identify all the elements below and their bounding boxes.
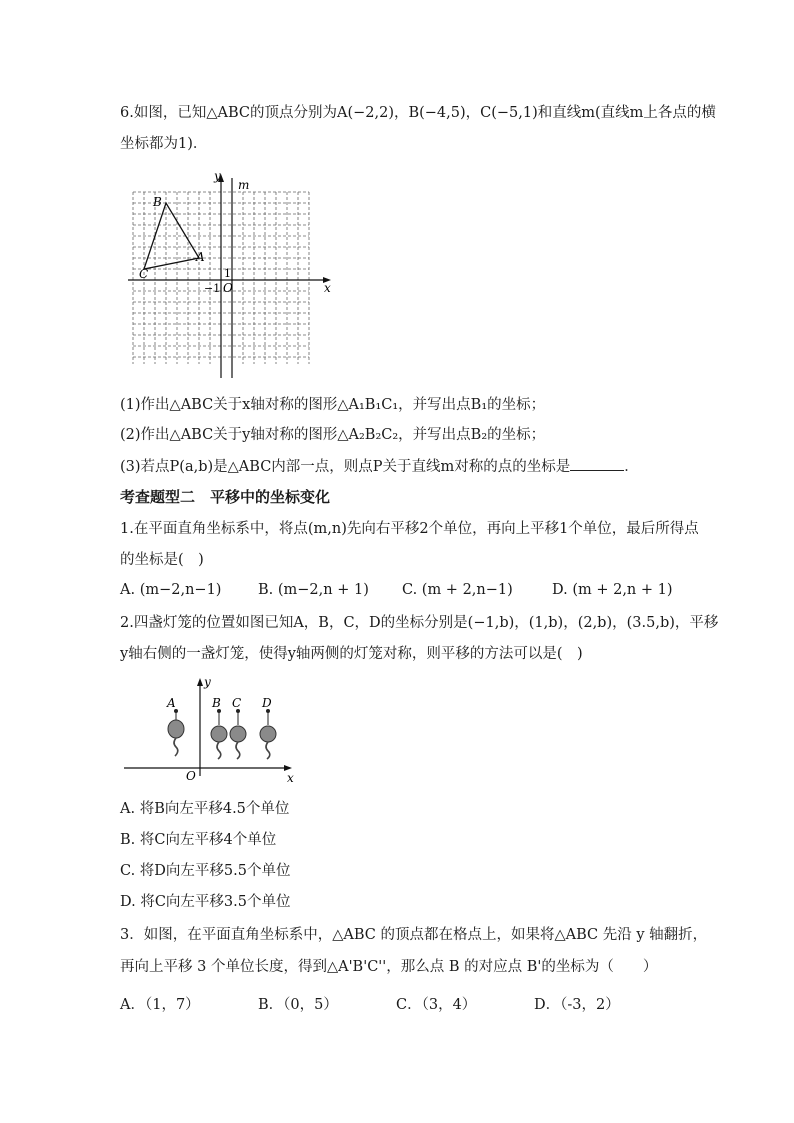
q3-choices — [120, 993, 680, 1011]
origin-label: O — [223, 281, 233, 295]
q6-line2: 坐标都为1)． — [120, 136, 208, 152]
lantern-label-d: D — [262, 696, 272, 710]
q3-choice-d[interactable]: D．（-3，2） — [534, 997, 620, 1013]
q2-line1: 2.四盏灯笼的位置如图已知A，B，C，D的坐标分别是(−1,b)，(1,b)，(2,b)，(3.5,b)，平移 — [120, 615, 719, 631]
tick-label-one: 1 — [224, 267, 231, 280]
line-label-m: m — [238, 178, 250, 192]
axis-label-y: y — [204, 675, 211, 689]
q6-coordinate-grid — [128, 168, 338, 380]
vertex-label-a: A — [196, 250, 205, 264]
vertex-label-b: B — [153, 195, 162, 209]
vertex-label-c: C — [139, 267, 149, 281]
q2-option-b[interactable]: B. 将C向左平移4个单位 — [120, 832, 277, 848]
q2-lantern-figure — [118, 672, 308, 784]
q1-choice-b[interactable]: B. (m−2,n + 1) — [258, 582, 369, 598]
q2-option-d[interactable]: D. 将C向左平移3.5个单位 — [120, 894, 291, 910]
q1-choice-c[interactable]: C. (m + 2,n−1) — [402, 582, 513, 598]
section-title: 考查题型二 平移中的坐标变化 — [120, 488, 331, 506]
lantern-label-a: A — [167, 696, 176, 710]
q3-line1: 3．如图，在平面直角坐标系中，△ABC 的顶点都在格点上，如果将△ABC 先沿 y 轴翻折， — [120, 927, 708, 943]
tick-label-neg1: −1 — [204, 282, 221, 295]
axis-label-x: x — [287, 771, 294, 784]
axis-label-x: x — [324, 281, 331, 295]
axis-label-y: y — [214, 169, 221, 183]
q3-line2: 再向上平移 3 个单位长度，得到△A'B'C''，那么点 B 的对应点 B'的坐标为（ ） — [120, 959, 658, 975]
q6-sub1: (1)作出△ABC关于x轴对称的图形△A₁B₁C₁，并写出点B₁的坐标； — [120, 397, 546, 413]
q1-choice-a[interactable]: A. (m−2,n−1) — [120, 582, 222, 598]
q6-sub3-end: ． — [624, 459, 639, 475]
q1-line2: 的坐标是( ) — [120, 552, 204, 568]
lantern-label-c: C — [232, 696, 242, 710]
lantern-label-b: B — [212, 696, 221, 710]
answer-blank[interactable] — [570, 456, 624, 471]
q3-choice-a[interactable]: A．（1，7） — [120, 997, 200, 1013]
q6-sub3-text: (3)若点P(a,b)是△ABC内部一点，则点P关于直线m对称的点的坐标是 — [120, 459, 571, 475]
q3-choice-c[interactable]: C．（3，4） — [396, 997, 477, 1013]
y-axis-arrow — [197, 678, 203, 686]
q3-choice-b[interactable]: B．（0，5） — [258, 997, 338, 1013]
q6-sub3 — [120, 456, 639, 476]
lantern-d — [260, 709, 276, 759]
lantern-c — [230, 709, 246, 759]
origin-label: O — [186, 769, 196, 783]
q2-line2: y轴右侧的一盏灯笼，使得y轴两侧的灯笼对称，则平移的方法可以是( ) — [120, 646, 583, 662]
q1-line1: 1.在平面直角坐标系中，将点(m,n)先向右平移2个单位，再向上平移1个单位，最后所得点 — [120, 521, 699, 537]
lantern-a — [168, 709, 184, 756]
lantern-b — [211, 709, 227, 759]
q2-option-c[interactable]: C. 将D向左平移5.5个单位 — [120, 863, 291, 879]
q1-choices — [120, 582, 680, 600]
q6-sub2: (2)作出△ABC关于y轴对称的图形△A₂B₂C₂，并写出点B₂的坐标； — [120, 427, 546, 443]
q2-option-a[interactable]: A. 将B向左平移4.5个单位 — [120, 801, 290, 817]
q1-choice-d[interactable]: D. (m + 2,n + 1) — [552, 582, 673, 598]
q6-line1: 6.如图，已知△ABC的顶点分别为A(−2,2)，B(−4,5)，C(−5,1)和直线m(直线m上各点的横 — [120, 105, 716, 121]
